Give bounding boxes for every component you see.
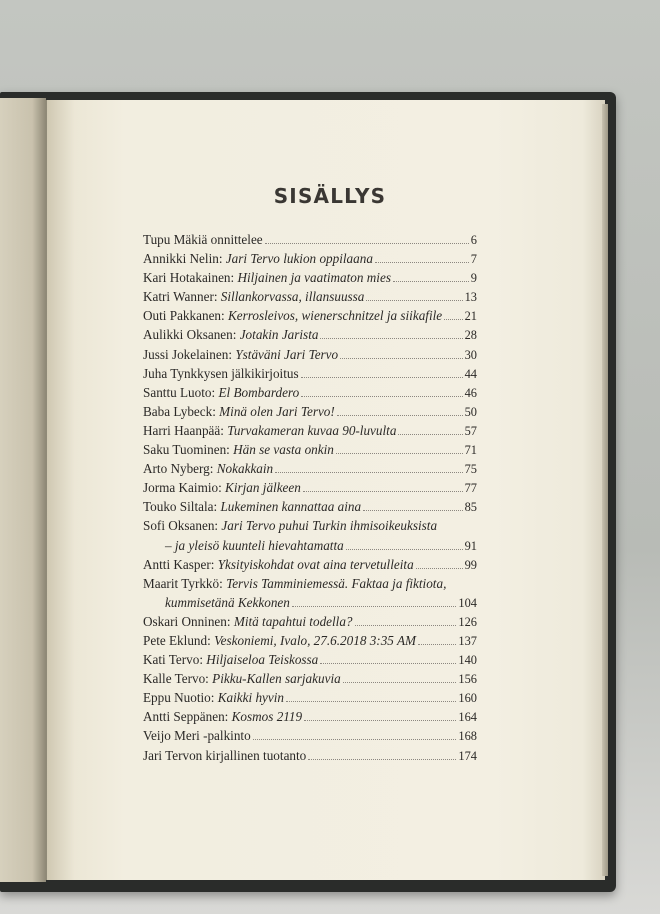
toc-entry-text: [143, 270, 391, 286]
toc-author: Jari Tervon kirjallinen tuotanto: [143, 747, 307, 763]
toc-author: Aulikki Oksanen:: [143, 327, 240, 343]
toc-entry-text: [143, 385, 299, 401]
toc-entry-text: [143, 366, 299, 382]
dot-leader: [301, 396, 462, 397]
toc-entry: [143, 423, 477, 442]
toc-page-number: 21: [464, 309, 477, 324]
toc-page-number: 160: [458, 691, 477, 706]
toc-author: Arto Nyberg:: [143, 461, 217, 477]
toc-author: Maarit Tyrkkö:: [143, 575, 227, 591]
dot-leader: [265, 243, 469, 244]
toc-author: Kati Tervo:: [143, 652, 207, 668]
toc-entry: [143, 289, 477, 308]
dot-leader: [418, 644, 456, 645]
dot-leader: [346, 549, 463, 550]
toc-author: Eppu Nuotio:: [143, 690, 218, 706]
toc-page-number: 174: [458, 748, 477, 763]
toc-entry: [143, 270, 477, 289]
toc-entry-text: [143, 423, 396, 439]
toc-work-title: Jari Tervo puhui Turkin ihmisoikeuksista: [221, 518, 438, 534]
toc-entry-text: [143, 480, 301, 496]
toc-entry-text: [165, 538, 344, 554]
toc-entry: [143, 690, 477, 709]
toc-author: Touko Siltala:: [143, 499, 221, 515]
toc-author: Harri Haanpää:: [143, 422, 228, 438]
toc-work-title: Veskoniemi, Ivalo, 27.6.2018 3:35 AM: [214, 632, 416, 648]
toc-work-title: Tervis Tamminiemessä. Faktaa ja fiktiota,: [226, 575, 447, 591]
dot-leader: [303, 491, 463, 492]
toc-work-title: Jotakin Jarista: [239, 327, 319, 343]
toc-page-number: 50: [464, 404, 477, 419]
toc-entry-text: [143, 308, 442, 324]
toc-entry-text: [143, 518, 437, 534]
toc-author: Antti Seppänen:: [143, 709, 232, 725]
table-of-contents: [143, 232, 477, 767]
dot-leader: [320, 663, 456, 664]
toc-entry-text: [143, 499, 361, 515]
toc-entry: [143, 480, 477, 499]
toc-entry-text: [143, 728, 251, 744]
dot-leader: [355, 625, 457, 626]
toc-author: Kari Hotakainen:: [143, 270, 238, 286]
toc-work-title: Hiljaiseloa Teiskossa: [206, 652, 319, 668]
toc-work-title: Kirjan jälkeen: [225, 480, 301, 496]
dot-leader: [275, 472, 462, 473]
toc-entry-text: [143, 652, 318, 668]
toc-page-number: 126: [458, 614, 477, 629]
toc-work-title: Ystäväni Jari Tervo: [235, 346, 339, 362]
toc-page-number: 168: [458, 729, 477, 744]
toc-work-title: Turvakameran kuvaa 90-luvulta: [227, 422, 397, 438]
toc-work-title: Hiljainen ja vaatimaton mies: [237, 270, 391, 286]
dot-leader: [366, 300, 462, 301]
toc-entry-text: [143, 289, 364, 305]
toc-page-number: 30: [464, 347, 477, 362]
toc-author: Tupu Mäkiä onnittelee: [143, 232, 263, 247]
toc-work-title: Kerrosleivos, wienerschnitzel ja siikafile: [227, 308, 443, 324]
toc-author: Antti Kasper:: [143, 556, 218, 572]
toc-author: Katri Wanner:: [143, 289, 221, 305]
toc-author: Kalle Tervo:: [143, 671, 213, 687]
toc-page-number: 140: [458, 653, 477, 668]
toc-entry-text: [143, 633, 416, 649]
toc-work-title: Yksityiskohdat ovat aina tervetulleita: [217, 556, 414, 572]
toc-author: Oskari Onninen:: [143, 613, 234, 629]
toc-entry: [143, 518, 477, 537]
toc-entry: [143, 347, 477, 366]
toc-entry-text: [143, 327, 318, 343]
toc-page-number: 9: [470, 271, 477, 286]
toc-entry-text: [143, 461, 273, 477]
toc-entry: [143, 614, 477, 633]
toc-entry-text: [143, 232, 263, 248]
toc-work-title: Sillankorvassa, illansuussa: [220, 289, 365, 305]
toc-page-number: 28: [464, 328, 477, 343]
toc-entry: [143, 461, 477, 480]
toc-entry: [143, 633, 477, 652]
dot-leader: [308, 759, 456, 760]
toc-entry: [143, 366, 477, 385]
dot-leader: [253, 739, 457, 740]
toc-work-title: Mitä tapahtui todella?: [233, 613, 353, 629]
toc-entry: [143, 748, 477, 767]
toc-entry: [143, 327, 477, 346]
toc-entry-text: [143, 576, 446, 592]
toc-page-number: 57: [464, 423, 477, 438]
toc-entry: [143, 557, 477, 576]
toc-entry-text: [143, 404, 335, 420]
toc-author: Saku Tuominen:: [143, 442, 234, 458]
toc-work-title: El Bombardero: [218, 384, 300, 400]
toc-page-number: 71: [464, 443, 477, 458]
toc-work-title: Minä olen Jari Tervo!: [219, 403, 335, 419]
dot-leader: [304, 720, 456, 721]
toc-entry: [143, 385, 477, 404]
toc-entry: [143, 595, 477, 614]
toc-author: Annikki Nelin:: [143, 251, 226, 267]
toc-author: Sofi Oksanen:: [143, 518, 222, 534]
toc-work-title: Pikku-Kallen sarjakuvia: [212, 671, 341, 687]
dot-leader: [336, 453, 463, 454]
toc-author: Jussi Jokelainen:: [143, 346, 236, 362]
dot-leader: [292, 606, 457, 607]
toc-page-number: 156: [458, 672, 477, 687]
dot-leader: [375, 262, 469, 263]
toc-entry-text: [143, 709, 302, 725]
toc-work-title: Kosmos 2119: [231, 709, 303, 725]
toc-page-number: 13: [464, 290, 477, 305]
dot-leader: [398, 434, 462, 435]
dot-leader: [337, 415, 463, 416]
toc-page-number: 75: [464, 462, 477, 477]
toc-page-number: 104: [458, 595, 477, 610]
toc-work-title: Kaikki hyvin: [217, 690, 285, 706]
toc-entry: [143, 652, 477, 671]
page-title: SISÄLLYS: [273, 184, 387, 208]
toc-work-title: Jari Tervo lukion oppilaana: [225, 251, 373, 267]
dot-leader: [343, 682, 457, 683]
toc-page-number: 77: [464, 481, 477, 496]
toc-work-title: Lukeminen kannattaa aina: [220, 499, 362, 515]
toc-entry: [143, 728, 477, 747]
toc-entry: [143, 499, 477, 518]
toc-entry: [143, 251, 477, 270]
toc-page-number: 46: [464, 385, 477, 400]
toc-author: Jorma Kaimio:: [143, 480, 226, 496]
toc-entry-text: [143, 251, 373, 267]
toc-page-number: 7: [470, 252, 477, 267]
left-page: [0, 98, 46, 882]
toc-page-number: 164: [458, 710, 477, 725]
dot-leader: [301, 377, 463, 378]
toc-work-title: Nokakkain: [216, 461, 274, 477]
toc-page-number: 99: [464, 557, 477, 572]
dot-leader: [340, 358, 462, 359]
toc-work-title: kummisetänä Kekkonen: [165, 594, 290, 610]
toc-entry-text: [143, 671, 341, 687]
toc-entry-text: [165, 595, 290, 611]
toc-author: Baba Lybeck:: [143, 403, 220, 419]
toc-entry-text: [143, 557, 414, 573]
toc-entry: [143, 232, 477, 251]
toc-entry: [143, 404, 477, 423]
toc-page-number: 137: [458, 633, 477, 648]
toc-entry-text: [143, 690, 284, 706]
toc-entry: [143, 308, 477, 327]
toc-entry-text: [143, 442, 334, 458]
dot-leader: [444, 319, 462, 320]
page-edge: [602, 104, 608, 876]
toc-author: Veijo Meri -palkinto: [143, 728, 251, 744]
toc-author: Pete Eklund:: [143, 632, 215, 648]
dot-leader: [416, 568, 463, 569]
toc-entry: [143, 538, 477, 557]
toc-entry: [143, 671, 477, 690]
toc-author: Santtu Luoto:: [143, 384, 219, 400]
toc-entry: [143, 442, 477, 461]
toc-page-number: 44: [464, 366, 477, 381]
toc-page-number: 91: [464, 538, 477, 553]
toc-entry: [143, 576, 477, 595]
toc-entry-text: [143, 748, 306, 764]
toc-entry-text: [143, 614, 353, 630]
toc-entry-text: [143, 347, 338, 363]
dot-leader: [286, 701, 456, 702]
toc-entry: [143, 709, 477, 728]
toc-work-title: Hän se vasta onkin: [233, 442, 334, 458]
toc-page-number: 6: [470, 233, 477, 247]
toc-author: Juha Tynkkysen jälkikirjoitus: [143, 365, 299, 381]
toc-author: Outi Pakkanen:: [143, 308, 228, 324]
toc-work-title: – ja yleisö kuunteli hievahtamatta: [165, 537, 344, 553]
dot-leader: [393, 281, 469, 282]
dot-leader: [320, 338, 462, 339]
dot-leader: [363, 510, 462, 511]
toc-page-number: 85: [464, 500, 477, 515]
